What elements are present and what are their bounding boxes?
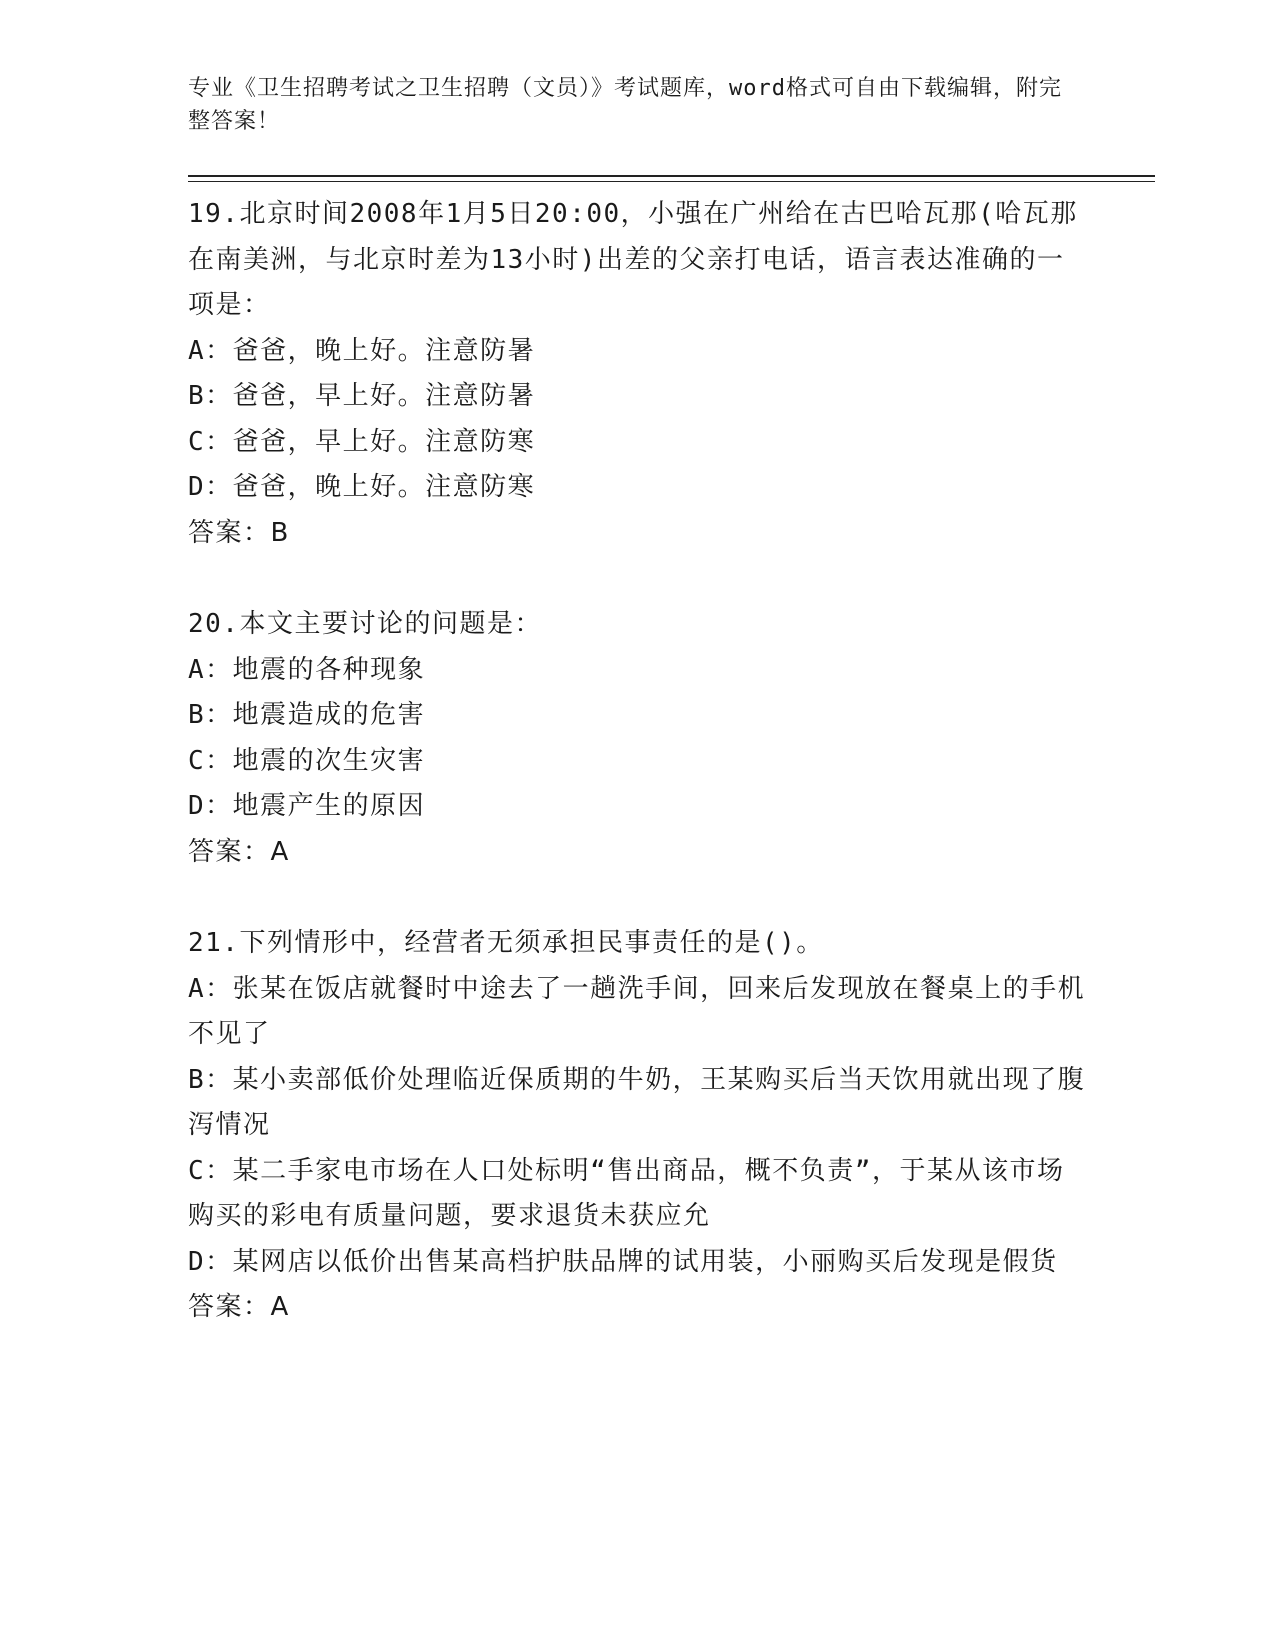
question-text: 北京时间2008年1月5日20:00，小强在广州给在古巴哈瓦那(哈瓦那在南美洲，与北京时差为13小时)出差的父亲打电话，语言表达准确的一项是：	[188, 199, 1078, 320]
question-20	[188, 602, 1088, 875]
option-c: C：某二手家电市场在人口处标明“售出商品，概不负责”，于某从该市场购买的彩电有质量问题，要求退货未获应允	[188, 1155, 1065, 1231]
option-a: A：张某在饭店就餐时中途去了一趟洗手间，回来后发现放在餐桌上的手机不见了	[188, 973, 1086, 1049]
option-b: B：地震造成的危害	[188, 700, 426, 730]
option-d: D：爸爸，晚上好。注意防寒	[188, 472, 536, 502]
option-d: D：某网店以低价出售某高档护肤品牌的试用装，小丽购买后发现是假货	[188, 1246, 1058, 1277]
answer-line: 答案：A	[188, 836, 290, 867]
option-a: A：爸爸，晚上好。注意防暑	[188, 335, 536, 366]
option-a: A：地震的各种现象	[188, 654, 426, 685]
document-header: 专业《卫生招聘考试之卫生招聘（文员）》考试题库，word格式可自由下载编辑，附完整答案！	[188, 76, 1062, 134]
option-c: C：地震的次生灾害	[188, 745, 426, 776]
question-stem	[188, 602, 1088, 648]
question-19	[188, 192, 1088, 556]
answer-line: 答案：B	[188, 517, 290, 548]
option-b: B：某小卖部低价处理临近保质期的牛奶，王某购买后当天饮用就出现了腹泻情况	[188, 1064, 1086, 1140]
question-list	[188, 192, 1088, 1377]
option-b: B：爸爸，早上好。注意防暑	[188, 381, 536, 411]
option-c: C：爸爸，早上好。注意防寒	[188, 426, 536, 457]
question-21	[188, 921, 1088, 1331]
answer-line: 答案：A	[188, 1292, 290, 1322]
question-text: 下列情形中，经营者无须承担民事责任的是()。	[239, 928, 824, 958]
question-stem	[188, 921, 1088, 967]
question-stem	[188, 192, 1088, 329]
question-number: 21.	[188, 928, 240, 958]
header-divider-thick	[188, 175, 1155, 177]
question-number: 19.	[188, 199, 240, 229]
question-text: 本文主要讨论的问题是：	[239, 609, 542, 639]
option-d: D：地震产生的原因	[188, 791, 426, 821]
question-number: 20.	[188, 609, 240, 639]
header-divider-thin	[188, 181, 1155, 182]
